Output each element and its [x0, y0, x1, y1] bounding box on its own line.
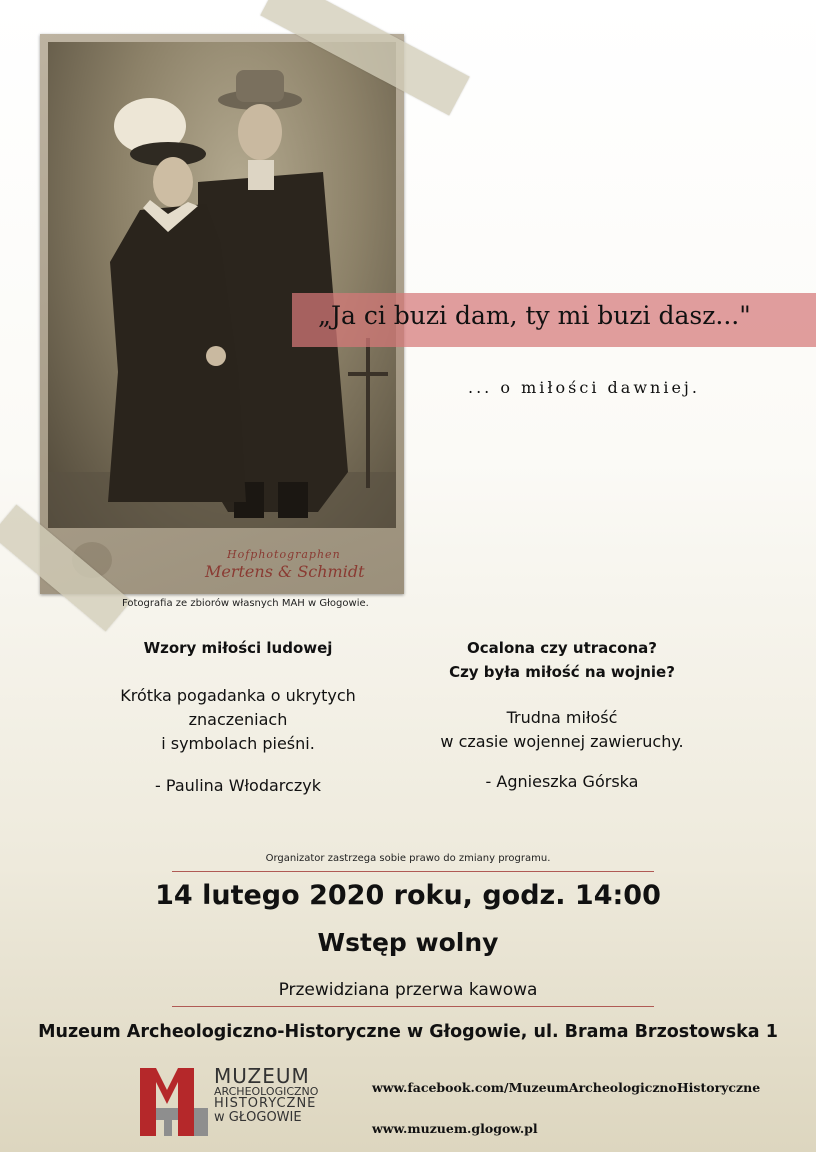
- program-change-note: Organizator zastrzega sobie prawo do zmiany programu.: [265, 853, 551, 864]
- left-talk: [88, 636, 388, 798]
- coffee-break: Przewidziana przerwa kawowa: [278, 980, 538, 1000]
- left-talk-desc-line1: Krótka pogadanka o ukrytych: [120, 686, 356, 705]
- logo-line1: MUZEUM: [214, 1064, 310, 1088]
- studio-signature-line2: Mertens & Schmidt: [205, 562, 365, 581]
- couple-illustration: [48, 42, 396, 528]
- left-talk-heading: Wzory miłości ludowej: [143, 639, 333, 657]
- website-link[interactable]: www.muzuem.glogow.pl: [372, 1121, 538, 1136]
- photo-caption: Fotografia ze zbiorów własnych MAH w Głogowie.: [122, 598, 369, 609]
- divider-top: [172, 871, 654, 872]
- right-talk: [412, 636, 712, 794]
- museum-logo-text: [214, 1066, 318, 1125]
- right-talk-heading-line2: Czy była miłość na wojnie?: [449, 663, 675, 681]
- right-talk-desc-line1: Trudna miłość: [506, 708, 618, 727]
- studio-signature: [205, 548, 395, 588]
- studio-signature-line1: Hofphotographen: [227, 548, 341, 561]
- museum-address: Muzeum Archeologiczno-Historyczne w Głogowie, ul. Brama Brzostowska 1: [38, 1022, 778, 1042]
- logo-line3: HISTORYCZNE: [214, 1096, 317, 1111]
- left-talk-author: - Paulina Włodarczyk: [155, 776, 321, 795]
- logo-line4: w GŁOGOWIE: [214, 1110, 302, 1125]
- event-date: 14 lutego 2020 roku, godz. 14:00: [155, 880, 661, 911]
- logo-line2: ARCHEOLOGICZNO: [214, 1085, 319, 1098]
- right-talk-desc-line2: w czasie wojennej zawieruchy.: [440, 732, 684, 751]
- left-talk-desc-line2: znaczeniach: [188, 710, 288, 729]
- event-subtitle: ... o miłości dawniej.: [468, 378, 700, 397]
- right-talk-heading-line1: Ocalona czy utracona?: [467, 639, 657, 657]
- right-talk-author: - Agnieszka Górska: [485, 772, 639, 791]
- vintage-couple-photo: [48, 42, 396, 528]
- event-title: „Ja ci buzi dam, ty mi buzi dasz...": [318, 301, 751, 330]
- divider-bottom: [172, 1006, 654, 1007]
- facebook-link[interactable]: www.facebook.com/MuzeumArcheologicznoHistoryczne: [372, 1080, 761, 1095]
- museum-logo-icon: [140, 1068, 210, 1136]
- left-talk-desc-line3: i symbolach pieśni.: [161, 734, 315, 753]
- free-entry: Wstęp wolny: [317, 928, 499, 957]
